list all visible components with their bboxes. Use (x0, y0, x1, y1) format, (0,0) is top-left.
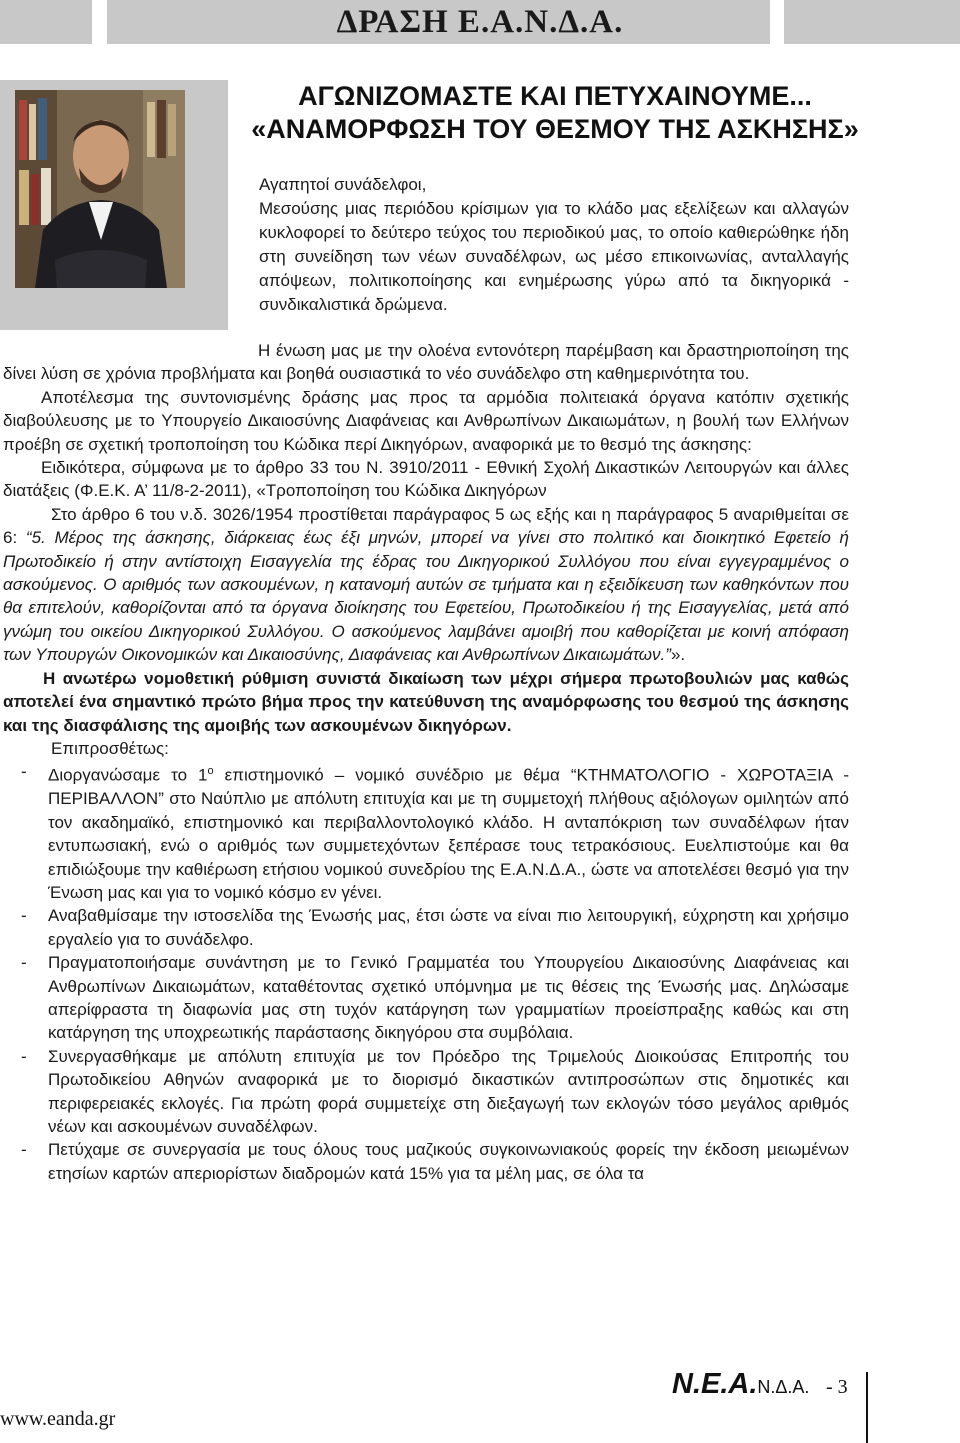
list-item-text: Διοργανώσαμε το 1 (48, 765, 208, 785)
list-item (3, 1045, 849, 1139)
law-quote-text: “5. Μέρος της άσκησης, διάρκειας έως έξι μηνών, μπορεί να γίνει στο πολιτικό και διοικητικό Εφετείο ή Πρωτοδικείο ή στην αντίστοιχη Εισαγγελία της έδρας του Δικηγορικού Συλλόγου που είναι εγγεγραμμένος ο ασκούμενος. Ο αριθμός των ασκουμένων, η κατανομή αυτών σε τμήματα και η εξειδίκευση των καθηκόντων που θα επιτελούν, καθορίζονται από τα όργανα διοίκησης του Εφετείου, Πρωτοδικείου ή της Εισαγγελίας, μετά από γνώμη του οικείου Δικηγορικού Συλλόγου. Ο ασκούμενος λαμβάνει αμοιβή που καθορίζεται με κοινή απόφαση των Υπουργών Οικονομικών και Δικαιοσύνης, Διαφάνειας και Ανθρωπίνων Δικαιωμάτων.” (3, 528, 849, 665)
achievements-list (3, 760, 849, 1185)
body-paragraph-4 (3, 503, 849, 667)
list-item-text: Συνεργασθήκαμε με απόλυτη επιτυχία με τον Πρόεδρο της Τριμελούς Διοικούσας Επιτροπής του Πρωτοδικείου Αθηνών αναφορικά με το διορισμό δικαστικών αντιπροσώπων στις δημοτικές και περιφερειακές εκλογές. Για πρώτη φορά συμμετείχε στη διεξαγωγή των εκλογών τόσο μεγάλος αριθμός νέων και ασκουμένων συναδέλφων. (48, 1046, 849, 1137)
logo-strong-text: Ν.Ε.Α. (672, 1368, 758, 1400)
section-title: ΔΡΑΣΗ Ε.Α.Ν.Δ.Α. (336, 4, 624, 40)
website-url: www.eanda.gr (0, 1408, 116, 1430)
law-intro-text: Στο άρθρο 6 του ν.δ. 3026/1954 προστίθεται παράγραφος 5 ως εξής και η παράγραφος 5 αναριθμείται σε 6: (3, 504, 849, 548)
article-body (3, 339, 849, 1185)
list-dash: - (21, 762, 27, 782)
list-item (3, 904, 849, 951)
headline-line-1: ΑΓΩΝΙΖΟΜΑΣΤΕ ΚΑΙ ΠΕΤΥΧΑΙΝΟΥΜΕ... (298, 81, 812, 111)
body-paragraph-1: Η ένωση μας με την ολοένα εντονότερη παρέμβαση και δραστηριοποίηση της δίνει λύση σε χρόνια προβλήματα και βοηθά ουσιαστικά το νέο συνάδελφο στη καθημερινότητα του. (3, 341, 849, 384)
list-dash: - (21, 906, 27, 926)
body-paragraph-2: Αποτέλεσμα της συντονισμένης δράσης μας προς τα αρμόδια πολιτειακά όργανα κατόπιν σχετικής διαβούλευσης με το Υπουργείο Δικαιοσύνης Διαφάνειας και Ανθρωπίνων Δικαιωμάτων, η βουλή των Ελλήνων προέβη σε σχετική τροποποίηση του Κώδικα περί Δικηγόρων, αναφορικά με το θεσμό της άσκησης: (3, 387, 849, 454)
list-item-text: Πραγματοποιήσαμε συνάντηση με το Γενικό Γραμματέα του Υπουργείου Δικαιοσύνης Διαφάνειας και Ανθρωπίνων Δικαιωμάτων, καταθέτοντας σχετικό υπόμνημα με τις θέσεις της Ένωσής μας. Δηλώσαμε απερίφραστα τη διαφωνία μας στη τυχόν κατάργηση των γραμματίων προείσπραξης καθώς και στη κατάργηση της υποχρεωτικής παράστασης δικηγόρου στα συμβόλαια. (48, 953, 849, 1043)
list-item (3, 760, 849, 904)
list-item-text: Αναβαθμίσαμε την ιστοσελίδα της Ένωσής μας, έτσι ώστε να είναι πιο λειτουργική, εύχρηστη και χρήσιμο εργαλείο για το συνάδελφο. (48, 906, 849, 949)
list-dash: - (21, 1140, 27, 1160)
body-paragraph-additionally: Επιπροσθέτως: (51, 738, 169, 758)
intro-block (259, 173, 849, 317)
law-quote-end: ». (670, 645, 686, 665)
headline-line-2: «ΑΝΑΜΟΡΦΩΣΗ ΤΟΥ ΘΕΣΜΟΥ ΤΗΣ ΑΣΚΗΣΗΣ» (251, 114, 859, 144)
list-dash: - (21, 1046, 27, 1066)
page-number: - 3 (826, 1376, 848, 1398)
magazine-logo (672, 1368, 809, 1401)
logo-rest-text: Ν.Δ.Α. (757, 1377, 810, 1397)
body-paragraph-3: Ειδικότερα, σύμφωνα με το άρθρο 33 του Ν. 3910/2011 - Εθνική Σχολή Δικαστικών Λειτουργών και άλλες διατάξεις (Φ.Ε.Κ. Α’ 11/8-2-2011), «Τροποποίηση του Κώδικα Δικηγόρων (3, 458, 849, 501)
article-headline (230, 80, 880, 146)
author-photo (15, 90, 185, 288)
list-item-text: επιστημονικό – νομικό συνέδριο με θέμα “ΚΤΗΜΑΤΟΛΟΓΙΟ - ΧΩΡΟΤΑΞΙΑ - ΠΕΡΙΒΑΛΛΟΝ” στο Ναύπλιο με απόλυτη επιτυχία και με τη συμμετοχή πλήθους αξιόλογων ομιλητών από τον ακαδημαϊκό, επιστημονικό και περιβαλλοντολογικό κλάδο. Η ανταπόκριση των συναδέλφων ήταν εντυπωσιακή, ενώ ο αριθμός των συμμετεχόντων ξεπέρασε τους τετρακόσιους. Ευελπιστούμε και θα επιδιώξουμε την καθιέρωση ετήσιου νομικού συνεδρίου της Ε.Α.Ν.Δ.Α., ώστε να αποτελέσει θεσμό για την Ένωση μας και για το νομικό κόσμο εν γένει. (48, 765, 849, 902)
intro-greeting: Αγαπητοί συνάδελφοι, (259, 175, 427, 194)
author-portrait-image (15, 90, 185, 288)
ordinal-superscript: ο (207, 765, 214, 778)
list-dash: - (21, 953, 27, 973)
intro-paragraph: Μεσούσης μιας περιόδου κρίσιμων για το κλάδο μας εξελίξεων και αλλαγών κυκλοφορεί το δεύτερο τεύχος του περιοδικού μας, το οποίο καθιερώθηκε ήδη στη συνείδηση των νέων συναδέλφων, ως μέσο επικοινωνίας, ανταλλαγής απόψεων, πολιτικοποίησης και ενημέρωσης γύρω από τα δικηγορικά - συνδικαλιστικά δρώμενα. (259, 199, 849, 314)
list-item (3, 951, 849, 1045)
body-paragraph-bold: Η ανωτέρω νομοθετική ρύθμιση συνιστά δικαίωση των μέχρι σήμερα πρωτοβουλιών μας καθώς αποτελεί ένα σημαντικό πρώτο βήμα προς την κατεύθυνση της αναμόρφωσης του θεσμού της άσκησης και της διασφάλισης της αμοιβής των ασκουμένων δικηγόρων. (3, 668, 849, 735)
list-item-text: Πετύχαμε σε συνεργασία με τους όλους τους μαζικούς συγκοινωνιακούς φορείς την έκδοση μειωμένων ετησίων καρτών απεριορίστων διαδρομών κατά 15% για τα μέλη μας, σε όλα τα (48, 1140, 849, 1183)
list-item (3, 1138, 849, 1185)
footer-divider (866, 1372, 868, 1443)
